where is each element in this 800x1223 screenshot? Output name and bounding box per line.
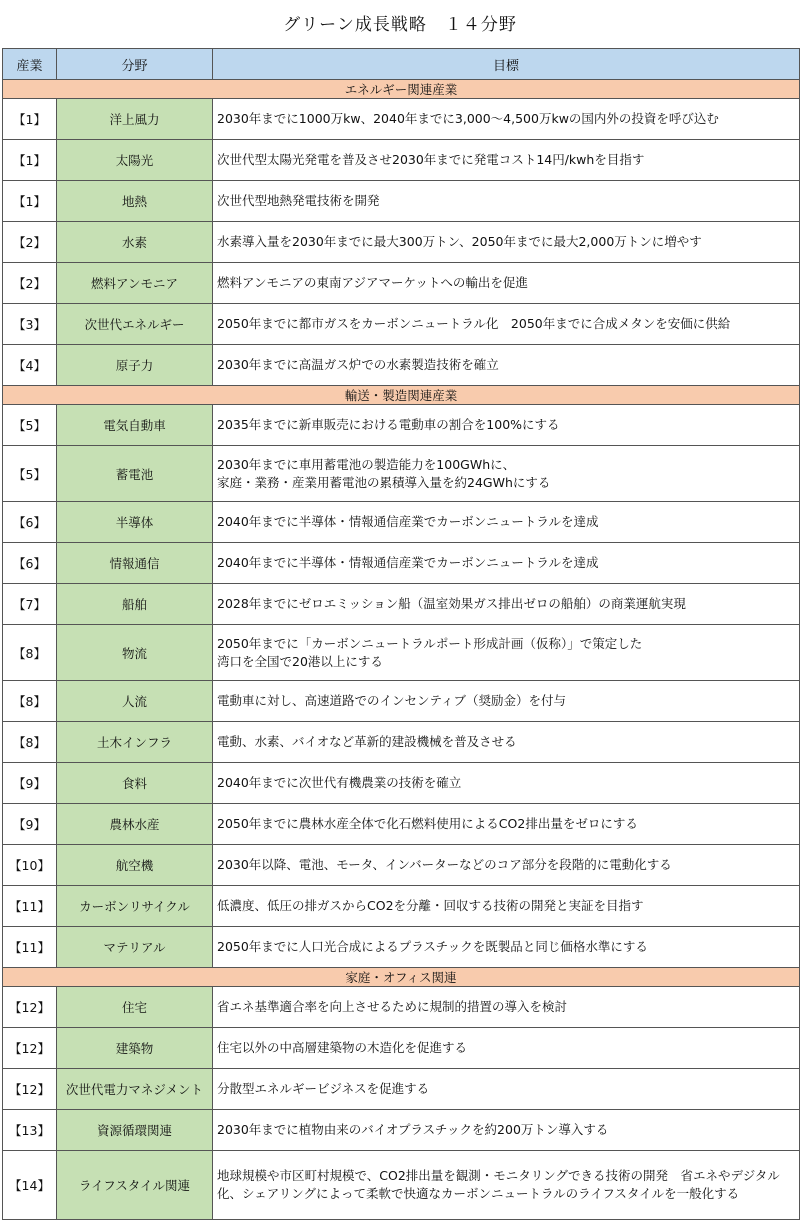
goal-cell (213, 222, 800, 263)
industry-number: 【14】 (3, 1151, 57, 1220)
goal-line: 次世代型太陽光発電を普及させ2030年までに発電コスト14円/kwhを目指す (217, 152, 645, 167)
industry-number: 【12】 (3, 987, 57, 1028)
industry-number: 【5】 (3, 446, 57, 502)
goal-line: 2050年までに農林水産全体で化石燃料使用によるCO2排出量をゼロにする (217, 816, 638, 831)
goal-line: 2040年までに半導体・情報通信産業でカーボンニュートラルを達成 (217, 514, 599, 529)
goal-line: 家庭・業務・産業用蓄電池の累積導入量を約24GWhにする (217, 474, 551, 490)
goal-line: 電動、水素、バイオなど革新的建設機械を普及させる (217, 734, 517, 749)
goal-line: 住宅以外の中高層建築物の木造化を促進する (217, 1040, 468, 1055)
goal-line: 2028年までにゼロエミッション船（温室効果ガス排出ゼロの船舶）の商業運航実現 (217, 596, 686, 611)
industry-number: 【11】 (3, 927, 57, 968)
field-name: 太陽光 (57, 140, 213, 181)
field-name: 土木インフラ (57, 722, 213, 763)
goal-cell (213, 1069, 800, 1110)
header-field: 分野 (57, 49, 213, 80)
field-name: 電気自動車 (57, 405, 213, 446)
industry-number: 【10】 (3, 845, 57, 886)
table-row (3, 405, 800, 446)
goal-cell (213, 804, 800, 845)
field-name: 住宅 (57, 987, 213, 1028)
goal-line: 2040年までに半導体・情報通信産業でカーボンニュートラルを達成 (217, 555, 599, 570)
goal-cell (213, 543, 800, 584)
section-row (3, 386, 800, 405)
goal-line: 燃料アンモニアの東南アジアマーケットへの輸出を促進 (217, 275, 528, 290)
table-row (3, 181, 800, 222)
goal-line: 2030年までに高温ガス炉での水素製造技術を確立 (217, 357, 499, 372)
header-goal: 目標 (213, 49, 800, 80)
table-row (3, 845, 800, 886)
industry-number: 【6】 (3, 543, 57, 584)
goal-line: 2050年までに「カーボンニュートラルポート形成計画（仮称）」で策定した (217, 635, 643, 651)
industry-number: 【12】 (3, 1069, 57, 1110)
goal-line: 湾口を全国で20港以上にする (217, 653, 383, 669)
field-name: ライフスタイル関連 (57, 1151, 213, 1220)
field-name: 船舶 (57, 584, 213, 625)
goal-line: 低濃度、低圧の排ガスからCO2を分離・回収する技術の開発と実証を目指す (217, 898, 644, 913)
goal-line: 2035年までに新車販売における電動車の割合を100%にする (217, 417, 560, 432)
table-row (3, 502, 800, 543)
goal-line: 2050年までに人口光合成によるプラスチックを既製品と同じ価格水準にする (217, 939, 648, 954)
goal-line: 2030年までに1000万kw、2040年までに3,000～4,500万kwの国内外の投資を呼び込む (217, 111, 719, 126)
industry-number: 【9】 (3, 804, 57, 845)
field-name: 水素 (57, 222, 213, 263)
industry-number: 【8】 (3, 722, 57, 763)
table-row (3, 263, 800, 304)
table-row (3, 140, 800, 181)
goal-line: 電動車に対し、高速道路でのインセンティブ（奨励金）を付与 (217, 693, 567, 708)
table-row (3, 99, 800, 140)
industry-number: 【7】 (3, 584, 57, 625)
industry-number: 【13】 (3, 1110, 57, 1151)
page-title: グリーン成長戦略 １４分野 (283, 15, 517, 35)
section-row (3, 968, 800, 987)
industry-number: 【1】 (3, 181, 57, 222)
industry-number: 【5】 (3, 405, 57, 446)
header-industry: 産業 (3, 49, 57, 80)
goal-cell (213, 763, 800, 804)
strategy-table (2, 48, 800, 1220)
field-name: カーボンリサイクル (57, 886, 213, 927)
goal-cell (213, 181, 800, 222)
goal-cell (213, 502, 800, 543)
goal-cell (213, 263, 800, 304)
industry-number: 【8】 (3, 625, 57, 681)
goal-cell (213, 1028, 800, 1069)
table-row (3, 625, 800, 681)
field-name: 航空機 (57, 845, 213, 886)
goal-line: 2030年までに車用蓄電池の製造能力を100GWhに、 (217, 456, 516, 472)
goal-cell (213, 845, 800, 886)
industry-number: 【8】 (3, 681, 57, 722)
goal-line: 地球規模や市区町村規模で、CO2排出量を観測・モニタリングできる技術の開発 省エネやデジタル (217, 1168, 780, 1183)
industry-number: 【3】 (3, 304, 57, 345)
field-name: マテリアル (57, 927, 213, 968)
table-row (3, 681, 800, 722)
goal-cell (213, 446, 800, 502)
table-row (3, 987, 800, 1028)
section-title: 輸送・製造関連産業 (3, 386, 800, 405)
field-name: 半導体 (57, 502, 213, 543)
table-row (3, 1028, 800, 1069)
field-name: 洋上風力 (57, 99, 213, 140)
goal-cell (213, 625, 800, 681)
table-row (3, 446, 800, 502)
industry-number: 【9】 (3, 763, 57, 804)
industry-number: 【2】 (3, 263, 57, 304)
goal-cell (213, 99, 800, 140)
goal-cell (213, 304, 800, 345)
field-name: 物流 (57, 625, 213, 681)
table-row (3, 927, 800, 968)
industry-number: 【1】 (3, 99, 57, 140)
table-row (3, 1110, 800, 1151)
industry-number: 【2】 (3, 222, 57, 263)
industry-number: 【6】 (3, 502, 57, 543)
field-name: 情報通信 (57, 543, 213, 584)
goal-line: 分散型エネルギービジネスを促進する (217, 1081, 430, 1096)
table-row (3, 345, 800, 386)
goal-cell (213, 927, 800, 968)
table-body (3, 80, 800, 1220)
goal-line: 2030年以降、電池、モータ、インバーターなどのコア部分を段階的に電動化する (217, 857, 672, 872)
section-title: エネルギー関連産業 (3, 80, 800, 99)
goal-cell (213, 345, 800, 386)
field-name: 原子力 (57, 345, 213, 386)
table-row (3, 722, 800, 763)
field-name: 地熱 (57, 181, 213, 222)
table-row (3, 1151, 800, 1220)
section-title: 家庭・オフィス関連 (3, 968, 800, 987)
header-row (3, 49, 800, 80)
field-name: 建築物 (57, 1028, 213, 1069)
goal-cell (213, 1110, 800, 1151)
goal-line: 水素導入量を2030年までに最大300万トン、2050年までに最大2,000万トンに増やす (217, 234, 702, 249)
goal-line: 2030年までに植物由来のバイオプラスチックを約200万トン導入する (217, 1122, 609, 1137)
industry-number: 【4】 (3, 345, 57, 386)
field-name: 資源循環関連 (57, 1110, 213, 1151)
field-name: 次世代電力マネジメント (57, 1069, 213, 1110)
field-name: 次世代エネルギー (57, 304, 213, 345)
field-name: 人流 (57, 681, 213, 722)
field-name: 農林水産 (57, 804, 213, 845)
goal-line: 2050年までに都市ガスをカーボンニュートラル化 2050年までに合成メタンを安価に供給 (217, 316, 731, 331)
goal-cell (213, 722, 800, 763)
industry-number: 【1】 (3, 140, 57, 181)
goal-line: 化、シェアリングによって柔軟で快適なカーボンニュートラルのライフスタイルを一般化する (217, 1186, 740, 1201)
field-name: 食料 (57, 763, 213, 804)
table-row (3, 804, 800, 845)
field-name: 燃料アンモニア (57, 263, 213, 304)
goal-line: 2040年までに次世代有機農業の技術を確立 (217, 775, 462, 790)
table-row (3, 304, 800, 345)
industry-number: 【11】 (3, 886, 57, 927)
goal-cell (213, 681, 800, 722)
goal-line: 省エネ基準適合率を向上させるために規制的措置の導入を検討 (217, 999, 568, 1014)
table-row (3, 1069, 800, 1110)
table-row (3, 763, 800, 804)
goal-cell (213, 987, 800, 1028)
goal-cell (213, 1151, 800, 1220)
field-name: 蓄電池 (57, 446, 213, 502)
goal-cell (213, 886, 800, 927)
table-row (3, 584, 800, 625)
table-row (3, 543, 800, 584)
industry-number: 【12】 (3, 1028, 57, 1069)
section-row (3, 80, 800, 99)
goal-line: 次世代型地熱発電技術を開発 (217, 193, 380, 208)
table-row (3, 886, 800, 927)
goal-cell (213, 405, 800, 446)
goal-cell (213, 140, 800, 181)
table-row (3, 222, 800, 263)
goal-cell (213, 584, 800, 625)
